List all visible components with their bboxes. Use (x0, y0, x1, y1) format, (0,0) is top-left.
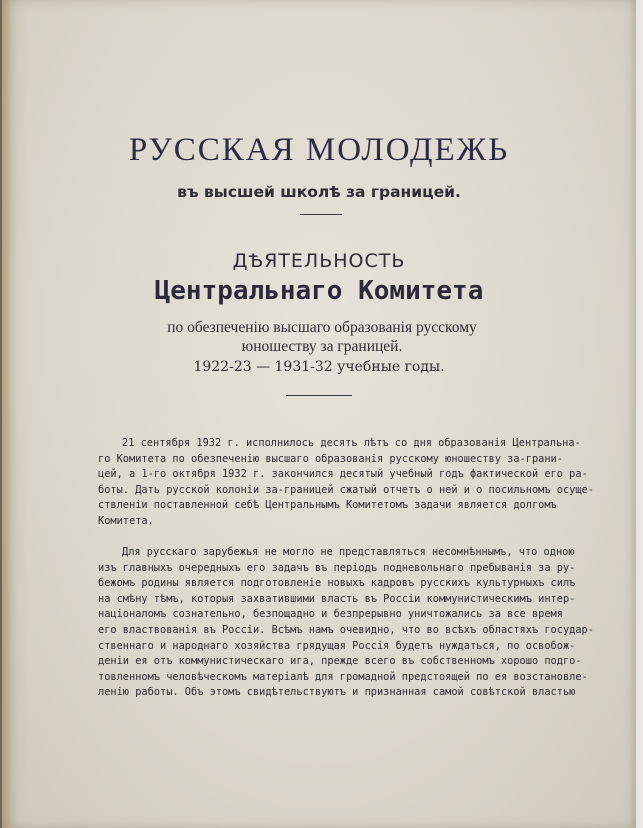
text-line: на смѣну тѣмъ, которыя захватившими власть въ Россіи коммунистическимъ интер- (98, 592, 576, 605)
text-line: деніи ея отъ коммунистическаго ига, прежде всего въ собственномъ хорошо подго- (98, 655, 582, 668)
text-line: изъ главныхъ очередныхъ его задачъ въ періодъ подневольнаго пребыванія за ру- (98, 561, 576, 574)
text-line: го Комитета по обезпеченію высшаго образованія русскому юношеству за-грани- (98, 452, 563, 465)
text-line: товленномъ человѣческомъ матеріалѣ для громадной предстоящей по ея возстановле- (98, 670, 588, 683)
text-line: боты. Дать русской колоніи за-границей сжатый отчетъ о ней и о посильномъ осуще- (98, 483, 594, 496)
text-line: цей, а 1-го октября 1932 г. закончился десятый учебный годъ фактической его ра- (98, 468, 588, 481)
text-line: Комитета. (98, 514, 154, 527)
title-divider (300, 214, 342, 215)
text-line: Для русскаго зарубежья не могло не представляться несомнѣннымъ, что одною (122, 546, 575, 558)
document-title: РУССКАЯ МОЛОДЕЖЬ (128, 132, 510, 168)
text-line: ленію работы. Объ этомъ свидѣтельствуютъ и признанная самой совѣтской властью (98, 686, 576, 699)
academic-years: 1922-23 — 1931-32 учебные годы. (193, 359, 445, 375)
heading-divider (286, 395, 352, 396)
section-heading: ДѢЯТЕЛЬНОСТЬ (232, 250, 406, 272)
committee-purpose (132, 318, 512, 356)
text-line: ственнаго и народнаго хозяйства грядущая Россія будетъ нуждаться, по освобож- (98, 639, 576, 652)
purpose-line: по обезпеченію высшаго образованія русскому (167, 319, 477, 336)
text-line: бежомъ родины является подготовленіе новыхъ кадровъ русскихъ культурныхъ силъ (98, 577, 576, 590)
body-paragraph (98, 436, 594, 530)
document-subtitle: въ высшей школѣ за границей. (177, 183, 461, 201)
text-line: его властвованія въ Россіи. Всѣмъ намъ очевидно, что во всѣхъ областяхъ государ- (98, 623, 594, 636)
text-line: націоналомъ сознательно, безпощадно и безпрерывно уничтожались за все время (98, 608, 563, 621)
text-line: ствленіи поставленной себѣ Центральнымъ Комитетомъ задачи является долгомъ (98, 499, 557, 512)
purpose-line: юношеству за границей. (241, 338, 403, 355)
document-page (2, 0, 636, 828)
committee-title: Центральнаго Комитета (154, 276, 484, 306)
text-line: 21 сентября 1932 г. исполнилось десять лѣтъ со дня образованія Центральна- (122, 437, 581, 449)
body-paragraph (98, 545, 594, 701)
